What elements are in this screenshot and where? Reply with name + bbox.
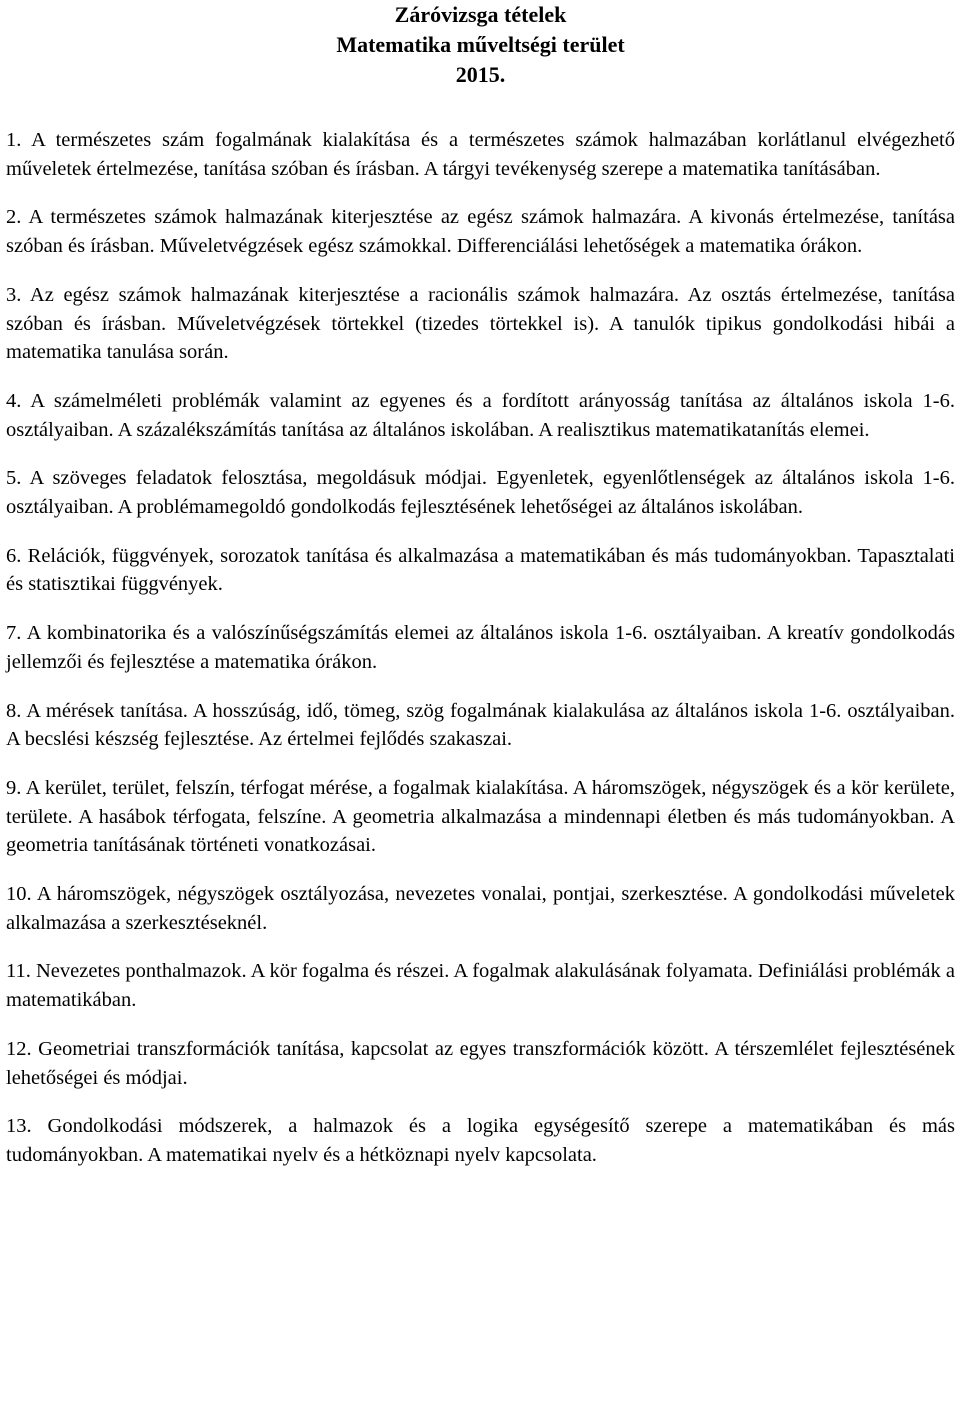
topic-item-1: 1. A természetes szám fogalmának kialakítása és a természetes számok halmazában korlátlanul elvégezhető műveletek értelmezése, tanítása szóban és írásban. A tárgyi tevékenység szerepe a matematika tanításában. xyxy=(6,129,955,180)
topic-item-12: 12. Geometriai transzformációk tanítása, kapcsolat az egyes transzformációk között. A térszemlélet fejlesztésének lehetőségei és módjai. xyxy=(6,1037,955,1089)
topic-item-2: 2. A természetes számok halmazának kiterjesztése az egész számok halmazára. A kivonás értelmezése, tanítása szóban és írásban. Műveletvégzések egész számokkal. Differenciálási lehetőségek a matematika órákon. xyxy=(6,206,955,258)
topic-item-9: 9. A kerület, terület, felszín, térfogat mérése, a fogalmak kialakítása. A háromszögek, négyszögek és a kör kerülete, területe. A hasábok térfogata, felszíne. A geometria alkalmazása a mindennapi életben és más tudományokban. A geometria tanításának történeti vonatkozásai. xyxy=(6,776,955,857)
topic-item-10: 10. A háromszögek, négyszögek osztályozása, nevezetes vonalai, pontjai, szerkesztése. A gondolkodási műveletek alkalmazása a szerkesztéseknél. xyxy=(6,883,955,934)
topic-item-5: 5. A szöveges feladatok felosztása, megoldásuk módjai. Egyenletek, egyenlőtlenségek az általános iskola 1-6. osztályaiban. A problémamegoldó gondolkodás fejlesztésének lehetőségei az általános iskolában. xyxy=(6,467,955,519)
topic-item-11: 11. Nevezetes ponthalmazok. A kör fogalma és részei. A fogalmak alakulásának folyamata. Definiálási problémák a matematikában. xyxy=(6,960,955,1012)
document-header xyxy=(6,0,955,90)
topic-item-7: 7. A kombinatorika és a valószínűségszámítás elemei az általános iskola 1-6. osztályaiban. A kreatív gondolkodás jellemzői és fejlesztése a matematika órákon. xyxy=(6,622,955,673)
topic-item-4: 4. A számelméleti problémák valamint az egyenes és a fordított arányosság tanítása az általános iskola 1-6. osztályaiban. A százalékszámítás tanítása az általános iskolában. A realisztikus matematikatanítás elemei. xyxy=(6,389,955,441)
document-title: Záróvizsga tételek xyxy=(394,2,567,27)
document-subtitle: Matematika műveltségi terület xyxy=(336,32,625,57)
topic-item-3: 3. Az egész számok halmazának kiterjesztése a racionális számok halmazára. Az osztás értelmezése, tanítása szóban és írásban. Műveletvégzések törtekkel (tizedes törtekkel is). A tanulók tipikus gondolkodási hibái a matematika tanulása során. xyxy=(6,283,955,364)
topic-item-13: 13. Gondolkodási módszerek, a halmazok és a logika egységesítő szerepe a matematikában és más tudományokban. A matematikai nyelv és a hétköznapi nyelv kapcsolata. xyxy=(6,1115,955,1166)
topic-item-6: 6. Relációk, függvények, sorozatok tanítása és alkalmazása a matematikában és más tudományokban. Tapasztalati és statisztikai függvények. xyxy=(6,544,955,596)
document-year: 2015. xyxy=(455,62,506,87)
topic-list xyxy=(6,126,955,1170)
topic-item-8: 8. A mérések tanítása. A hosszúság, idő, tömeg, szög fogalmának kialakulása az általános iskola 1-6. osztályaiban. A becslési készség fejlesztése. Az értelmei fejlődés szakaszai. xyxy=(6,699,955,751)
